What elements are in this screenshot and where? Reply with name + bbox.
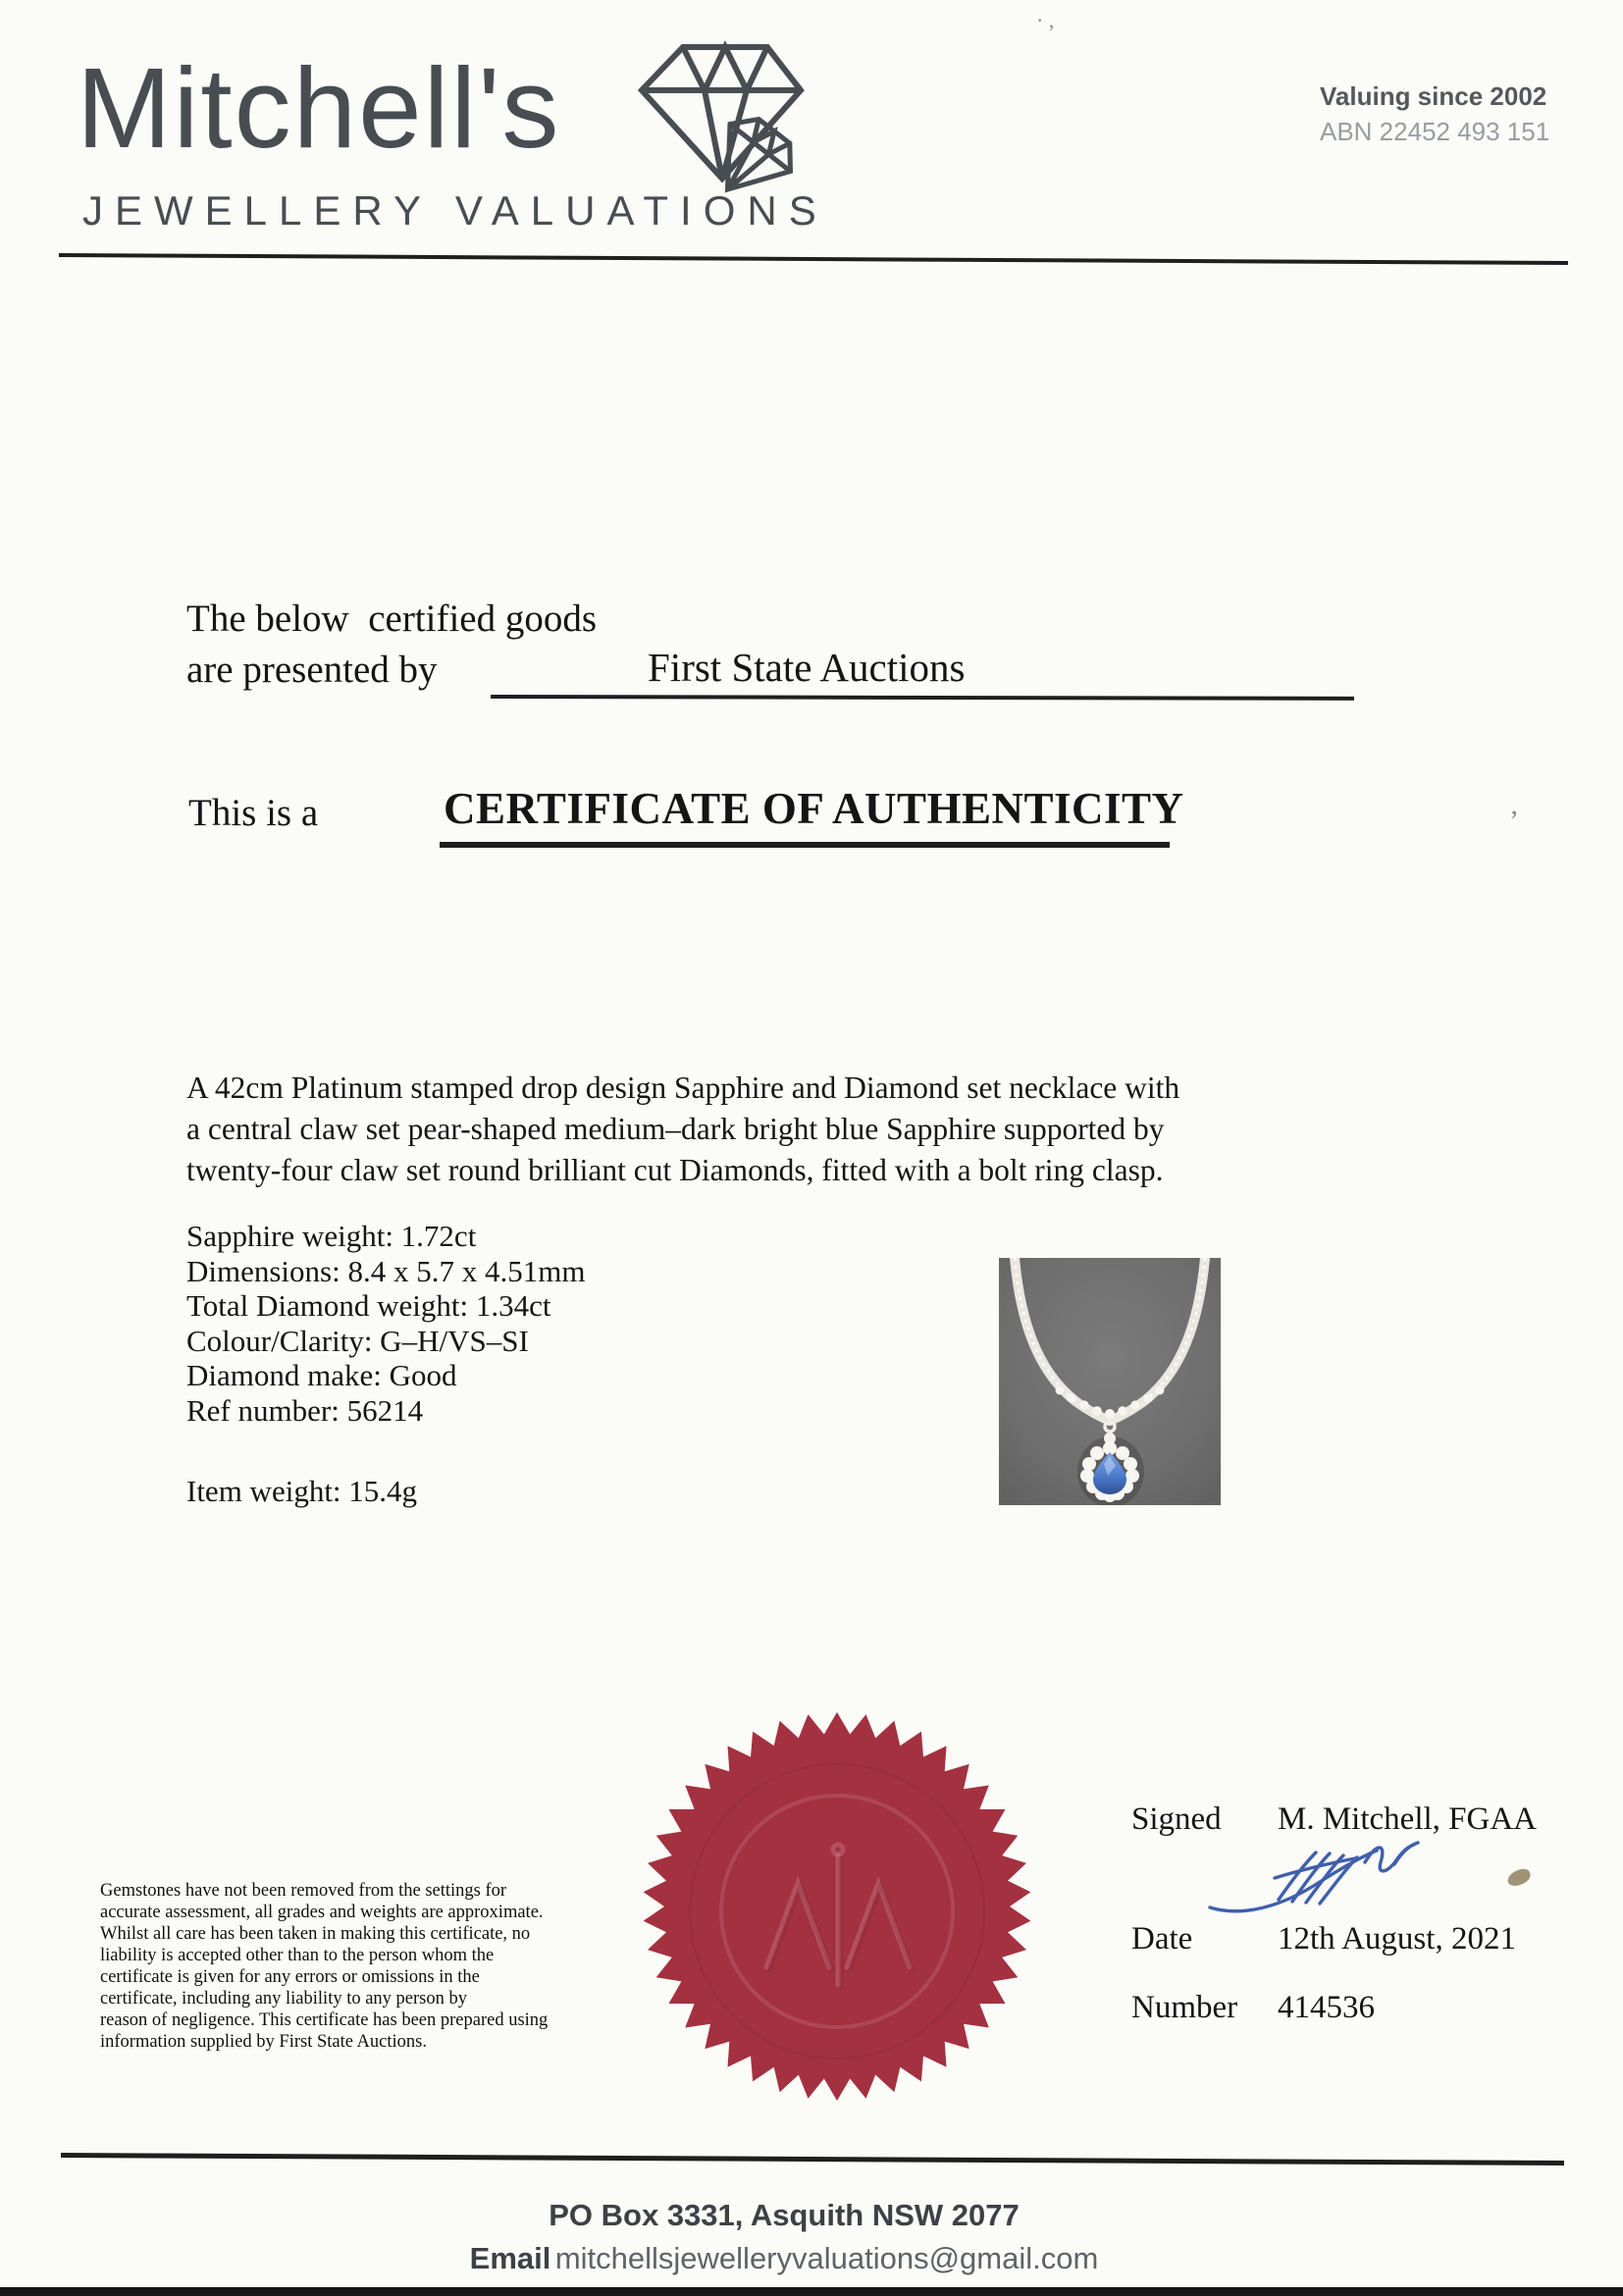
footer-email-label: Email	[469, 2241, 551, 2275]
spec-line-ref-number: Ref number: 56214	[186, 1392, 424, 1428]
disclaimer-line: reason of negligence. This certificate has been prepared using	[100, 2010, 549, 2030]
brand-name: Mitchell's	[77, 44, 561, 172]
disclaimer-line: information supplied by First State Auctions.	[100, 2032, 427, 2052]
red-wax-seal	[641, 1710, 1033, 2103]
scan-artifact-top: · ,	[1036, 8, 1055, 32]
description-line: a central claw set pear-shaped medium–dark bright blue Sapphire supported by	[186, 1112, 1165, 1146]
brand-subtitle: JEWELLERY VALUATIONS	[82, 187, 828, 234]
signature-ink	[1202, 1831, 1467, 1924]
description-line: A 42cm Platinum stamped drop design Sapphire and Diamond set necklace with	[186, 1070, 1180, 1105]
disclaimer-line: liability is accepted other than to the person whom the	[100, 1946, 495, 1965]
presented-line2-prefix: are presented by	[186, 649, 438, 691]
certificate-title-underline	[440, 842, 1170, 848]
signed-label: Signed	[1131, 1801, 1222, 1837]
scan-speck	[1505, 1867, 1532, 1889]
diamond-logo-icon	[630, 39, 836, 206]
number-label: Number	[1131, 1990, 1238, 2025]
footer-email: mitchellsjewelleryvaluations@gmail.com	[554, 2241, 1099, 2275]
presenter-name: First State Auctions	[648, 645, 966, 690]
header-divider	[59, 253, 1568, 265]
spec-line-diamond-weight: Total Diamond weight: 1.34ct	[186, 1288, 551, 1323]
signed-value: M. Mitchell, FGAA	[1278, 1801, 1537, 1837]
footer-address: PO Box 3331, Asquith NSW 2077	[549, 2198, 1020, 2232]
date-value: 12th August, 2021	[1278, 1921, 1516, 1957]
necklace-photo	[999, 1258, 1221, 1505]
disclaimer	[100, 1880, 630, 2053]
description-line: twenty-four claw set round brilliant cut Diamonds, fitted with a bolt ring clasp.	[186, 1153, 1164, 1187]
item-weight: Item weight: 15.4g	[186, 1474, 418, 1508]
footer-address-line	[0, 2198, 1596, 2233]
header-tagline: Valuing since 2002	[1320, 81, 1547, 111]
certificate-intro: This is a	[188, 792, 319, 834]
header-abn: ABN 22452 493 151	[1320, 117, 1550, 146]
disclaimer-line: certificate, including any liability to any person by	[100, 1989, 468, 2009]
presenter-underline	[491, 695, 1354, 701]
date-label: Date	[1131, 1921, 1193, 1957]
disclaimer-line: certificate is given for any errors or omissions in the	[100, 1967, 480, 1987]
footer-email-line	[0, 2241, 1596, 2276]
spec-line-dimensions: Dimensions: 8.4 x 5.7 x 4.51mm	[186, 1253, 586, 1288]
spec-line-colour-clarity: Colour/Clarity: G–H/VS–SI	[186, 1323, 529, 1358]
scan-artifact-title: ’	[1509, 805, 1519, 837]
certificate-title: CERTIFICATE OF AUTHENTICITY	[444, 784, 1184, 833]
scan-edge-bar	[0, 2287, 1623, 2296]
spec-list	[186, 1219, 585, 1428]
presented-line1: The below certified goods	[186, 598, 598, 640]
spec-line-sapphire-weight: Sapphire weight: 1.72ct	[186, 1219, 477, 1253]
number-value: 414536	[1278, 1990, 1375, 2025]
disclaimer-line: Gemstones have not been removed from the settings for	[100, 1881, 507, 1901]
item-description	[186, 1068, 1442, 1191]
footer-divider	[61, 2153, 1564, 2166]
disclaimer-line: accurate assessment, all grades and weights are approximate.	[100, 1903, 544, 1922]
disclaimer-line: Whilst all care has been taken in making this certificate, no	[100, 1924, 531, 1944]
spec-line-diamond-make: Diamond make: Good	[186, 1358, 457, 1392]
